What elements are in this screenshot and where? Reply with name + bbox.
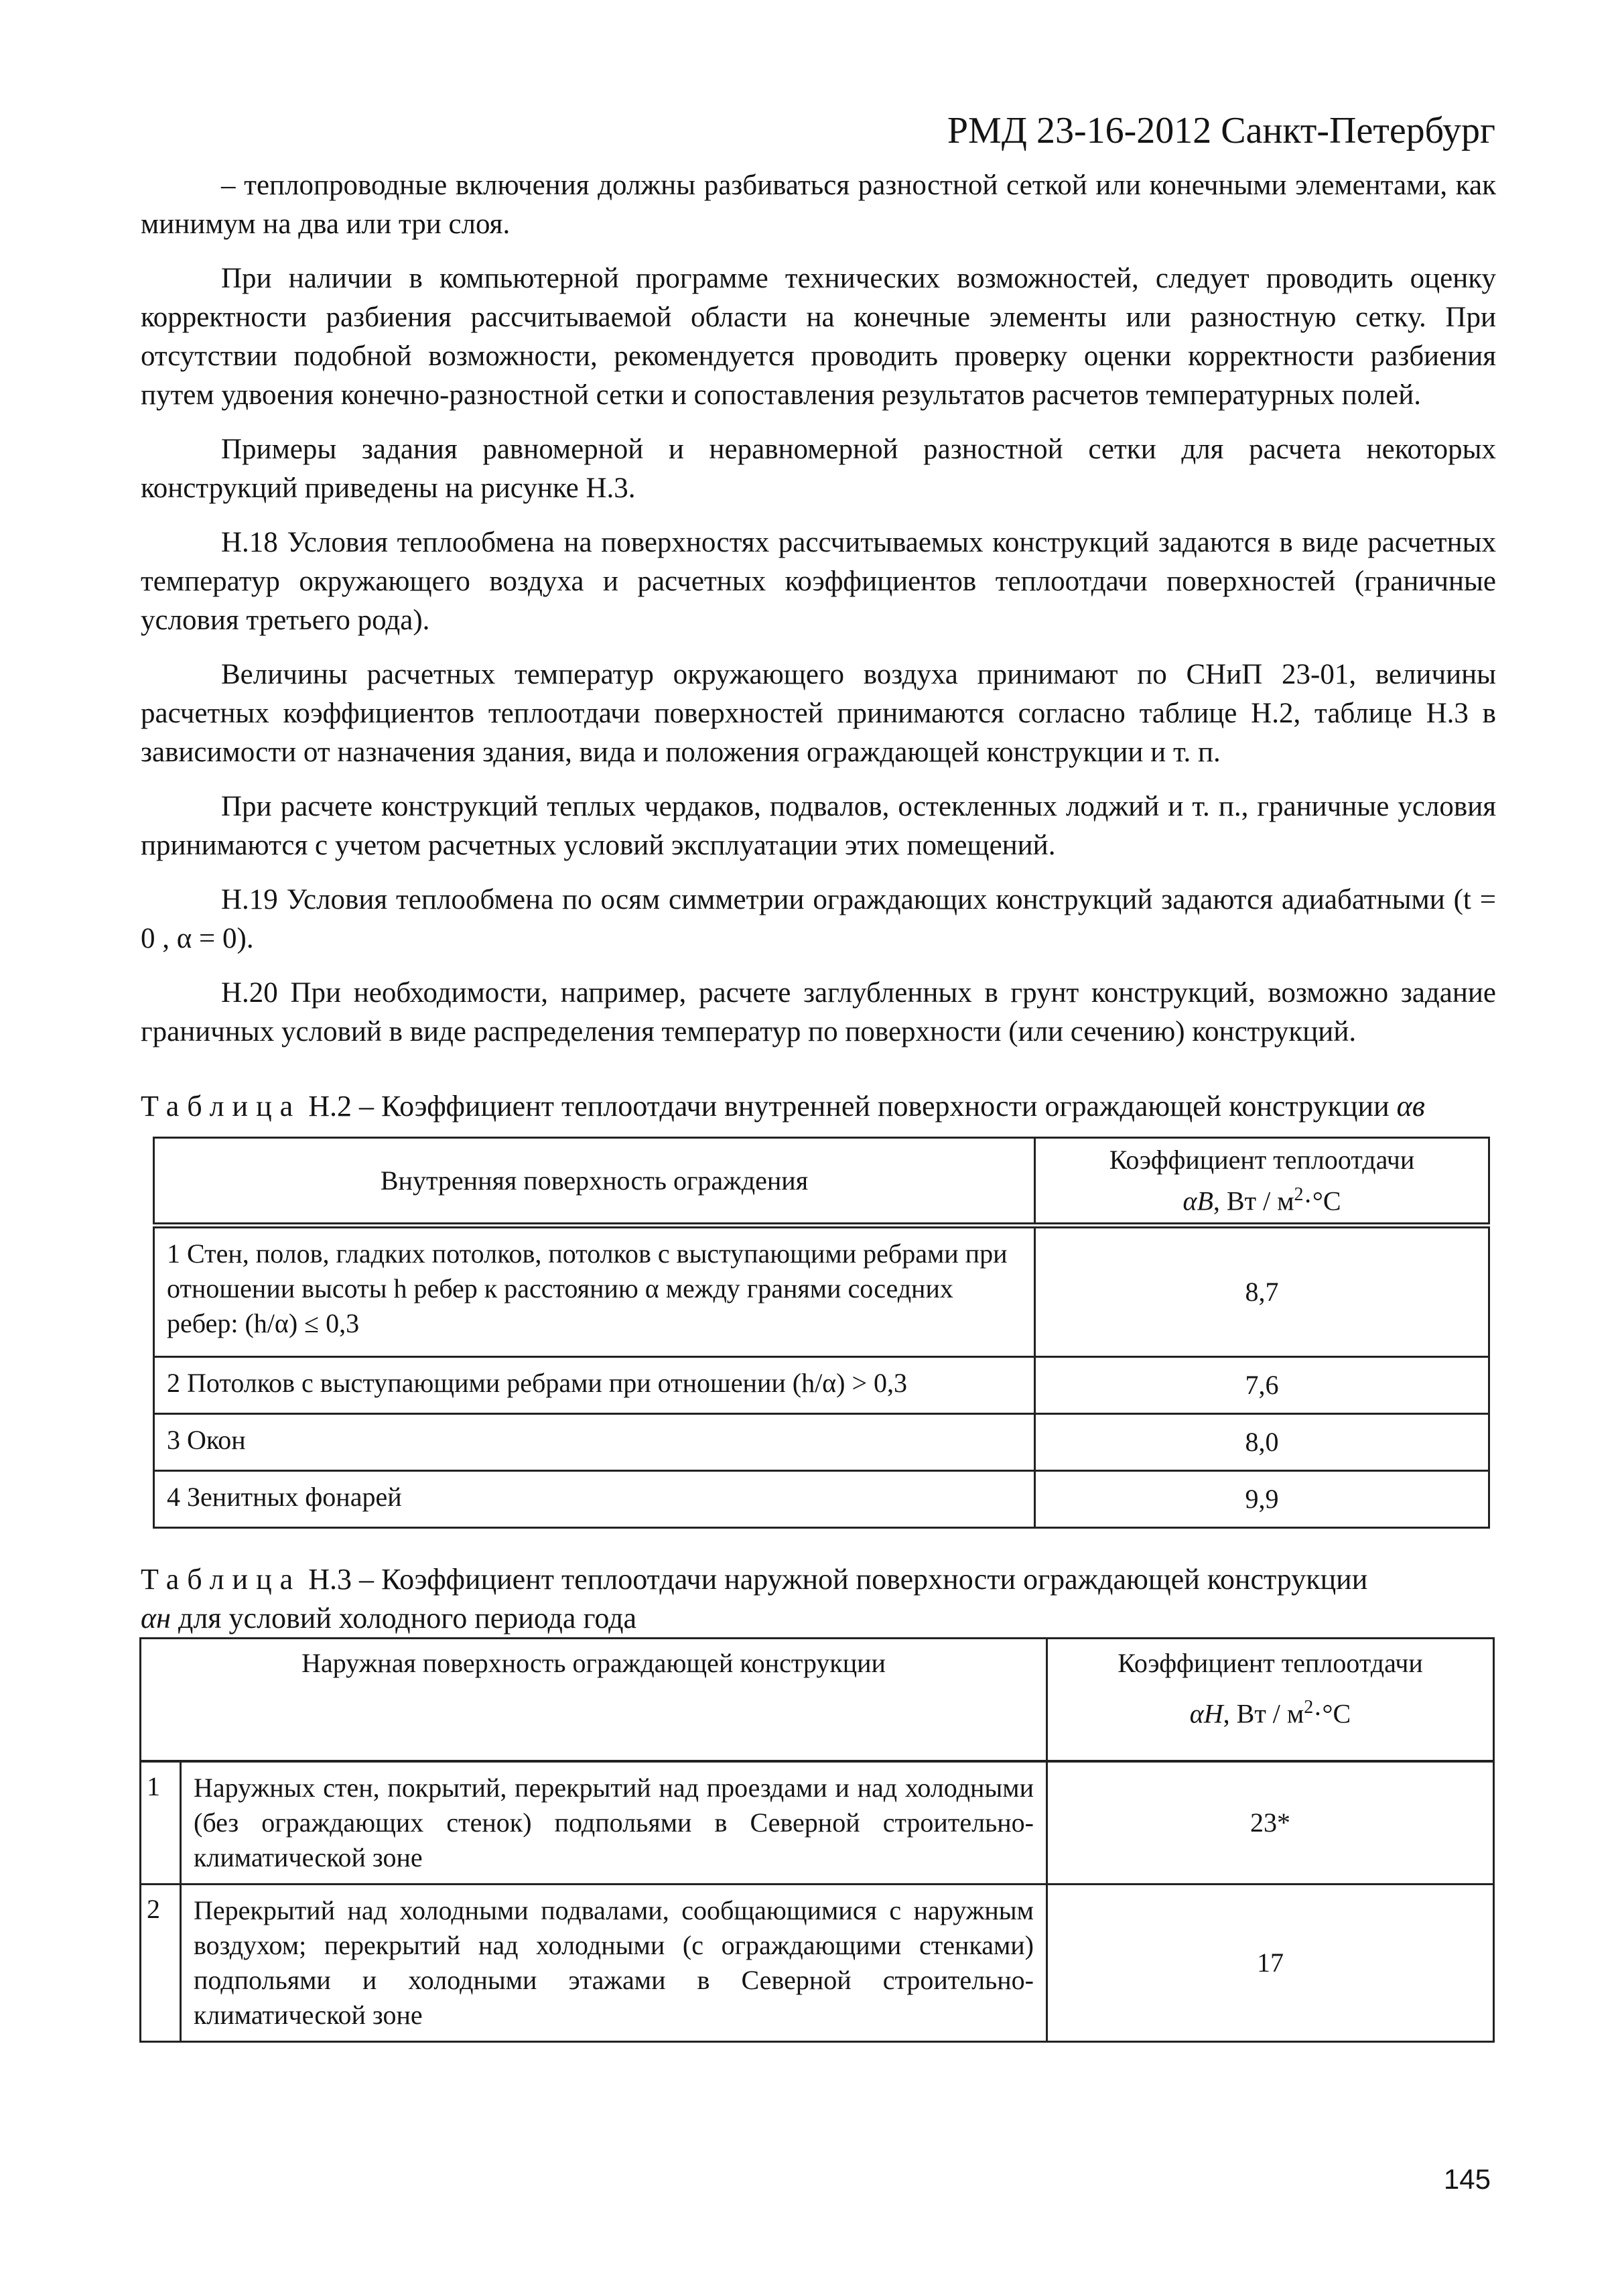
page-number: 145 — [1443, 2163, 1491, 2195]
table-h2-header-right — [1035, 1138, 1489, 1226]
body-text — [141, 166, 1496, 1067]
table-row — [154, 1226, 1489, 1357]
table-h2-caption-label: Таблица — [141, 1090, 301, 1123]
table-h2-header-left: Внутренняя поверхность ограждения — [154, 1138, 1035, 1226]
table-h3-row2-desc: Перекрытий над холодными подвалами, сообщающимися с наружным воздухом; перекрытий над холодными (с ограждающими стенками) подпольями и холодными этажами в Северной строительно-климатической зоне — [181, 1885, 1047, 2042]
table-h3-header-unit: , Вт / м — [1223, 1698, 1304, 1729]
table-h3-caption — [141, 1560, 1501, 1638]
table-h2-header-exp: 2 — [1294, 1184, 1304, 1205]
table-h2-header-tail: ·°С — [1303, 1186, 1341, 1216]
paragraph-1: – теплопроводные включения должны разбиваться разностной сеткой или конечными элементами, как минимум на два или три слоя. — [141, 170, 1496, 240]
table-h3-row1-value: 23* — [1047, 1761, 1494, 1885]
table-h3-header-exp: 2 — [1304, 1697, 1314, 1718]
table-h2-row1-value: 8,7 — [1035, 1226, 1489, 1357]
table-h3-header-right — [1047, 1639, 1494, 1762]
table-h2-row4-desc: 4 Зенитных фонарей — [154, 1471, 1035, 1528]
table-h3 — [139, 1637, 1495, 2043]
table-h3-row1-num: 1 — [141, 1761, 181, 1885]
table-h2-header-symbol: αВ — [1182, 1186, 1213, 1216]
table-row — [141, 1885, 1494, 2042]
table-h2 — [153, 1137, 1490, 1529]
paragraph-h19: Н.19 Условия теплообмена по осям симметрии ограждающих конструкций задаются адиабатными (t = 0 , α = 0). — [141, 884, 1496, 954]
table-h3-caption-text: Н.3 – Коэффициент теплоотдачи наружной поверхности ограждающей конструкции — [301, 1563, 1368, 1596]
table-h3-row2-value: 17 — [1047, 1885, 1494, 2042]
table-row — [154, 1357, 1489, 1414]
table-h2-row3-value: 8,0 — [1035, 1414, 1489, 1471]
document-header: РМД 23-16-2012 Санкт-Петербург — [947, 110, 1495, 151]
table-h2-header-row — [154, 1138, 1489, 1226]
table-h3-header-symbol: αН — [1189, 1698, 1223, 1729]
table-row — [141, 1761, 1494, 1885]
paragraph-2: При наличии в компьютерной программе технических возможностей, следует проводить оценку корректности разбиения рассчитываемой области на конечные элементы или разностную сетку. При отсутствии подобной возможности, рекомендуется проводить проверку оценки корректности разбиения путем удвоения конечно-разностной сетки и сопоставления результатов расчетов температурных полей. — [141, 263, 1496, 411]
table-h3-header-left: Наружная поверхность ограждающей конструкции — [141, 1639, 1047, 1762]
table-h3-row2-num: 2 — [141, 1885, 181, 2042]
table-h2-caption — [141, 1087, 1501, 1126]
table-h2-header-right-line1: Коэффициент теплоотдачи — [1109, 1145, 1415, 1175]
table-h3-header-row — [141, 1639, 1494, 1762]
table-h2-row1-desc: 1 Стен, полов, гладких потолков, потолков с выступающими ребрами при отношении высоты h ребер к расстоянию α между гранями соседних ребер: (h/α) ≤ 0,3 — [154, 1226, 1035, 1357]
table-row — [154, 1414, 1489, 1471]
table-h3-caption-label: Таблица — [141, 1563, 301, 1596]
table-h2-caption-symbol: αв — [1396, 1090, 1425, 1123]
table-h3-caption-symbol: αн — [141, 1602, 171, 1635]
paragraph-h18: Н.18 Условия теплообмена на поверхностях рассчитываемых конструкций задаются в виде расчетных температур окружающего воздуха и расчетных коэффициентов теплоотдачи поверхностей (граничные условия третьего рода). — [141, 527, 1496, 636]
table-h2-header-unit: , Вт / м — [1213, 1186, 1294, 1216]
table-row — [154, 1471, 1489, 1528]
table-h2-caption-text: Н.2 – Коэффициент теплоотдачи внутренней поверхности ограждающей конструкции — [301, 1090, 1397, 1123]
paragraph-3: Примеры задания равномерной и неравномерной разностной сетки для расчета некоторых конструкций приведены на рисунке Н.3. — [141, 434, 1496, 504]
table-h3-header-tail: ·°С — [1313, 1698, 1351, 1729]
paragraph-4: Величины расчетных температур окружающего воздуха принимают по СНиП 23-01, величины расчетных коэффициентов теплоотдачи поверхностей принимаются согласно таблице Н.2, таблице Н.3 в зависимости от назначения здания, вида и положения ограждающей конструкции и т. п. — [141, 659, 1496, 768]
paragraph-5: При расчете конструкций теплых чердаков, подвалов, остекленных лоджий и т. п., граничные условия принимаются с учетом расчетных условий эксплуатации этих помещений. — [141, 791, 1496, 861]
paragraph-h20: Н.20 При необходимости, например, расчете заглубленных в грунт конструкций, возможно задание граничных условий в виде распределения температур по поверхности (или сечению) конструкций. — [141, 977, 1496, 1047]
table-h3-row1-desc: Наружных стен, покрытий, перекрытий над проездами и над холодными (без ограждающих стенок) подпольями в Северной строительно-климатической зоне — [181, 1761, 1047, 1885]
table-h3-caption-text2: для условий холодного периода года — [170, 1602, 637, 1635]
table-h2-row2-value: 7,6 — [1035, 1357, 1489, 1414]
table-h3-header-right-line1: Коэффициент теплоотдачи — [1118, 1648, 1423, 1678]
table-h2-row3-desc: 3 Окон — [154, 1414, 1035, 1471]
table-h2-row4-value: 9,9 — [1035, 1471, 1489, 1528]
table-h2-row2-desc: 2 Потолков с выступающими ребрами при отношении (h/α) > 0,3 — [154, 1357, 1035, 1414]
